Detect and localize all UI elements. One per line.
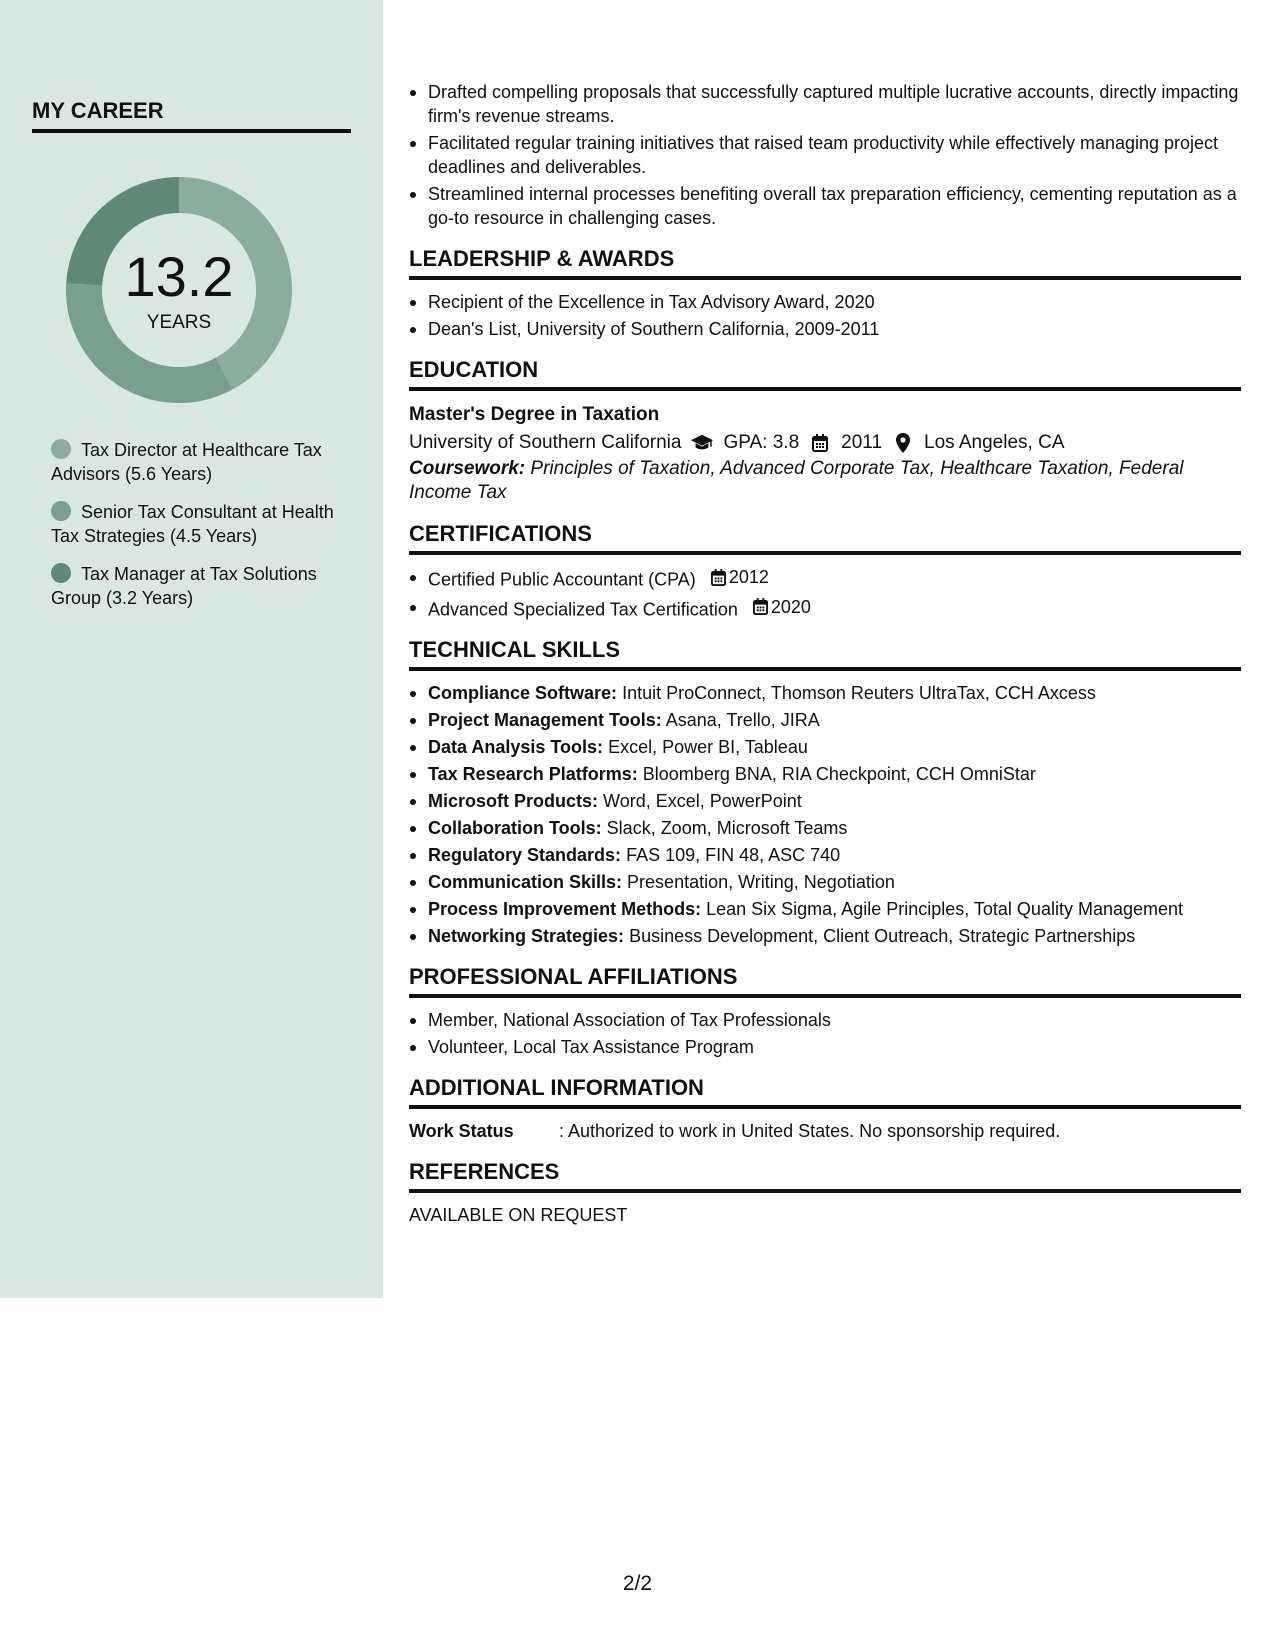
skill-label: Data Analysis Tools: [428, 737, 604, 757]
skill-item [409, 789, 1241, 813]
skill-item [409, 708, 1241, 732]
skill-item [409, 681, 1241, 705]
legend-dot [51, 563, 71, 583]
location-pin-icon [892, 432, 914, 454]
coursework-label: Coursework: [409, 458, 526, 479]
leadership-list [409, 290, 1241, 341]
legend-dot [51, 439, 71, 459]
total-years-value: 13.2 [124, 245, 234, 308]
skill-label: Networking Strategies: [428, 926, 625, 946]
main-content [409, 80, 1241, 1227]
skill-label: Microsoft Products: [428, 791, 599, 811]
experience-bullet: Drafted compelling proposals that successfully captured multiple lucrative accounts, directly impacting firm's revenue streams. [409, 80, 1241, 128]
skill-value: Intuit ProConnect, Thomson Reuters UltraTax, CCH Axcess [622, 683, 1096, 703]
skill-value: Presentation, Writing, Negotiation [627, 872, 895, 892]
career-item [51, 438, 351, 486]
leadership-title: LEADERSHIP & AWARDS [409, 247, 1241, 280]
career-item [51, 500, 351, 548]
page-number: 2/2 [622, 1572, 653, 1595]
certifications-list [409, 565, 1241, 621]
location: Los Angeles, CA [924, 432, 1065, 453]
total-years-unit: YEARS [146, 312, 212, 333]
skill-value: Lean Six Sigma, Agile Principles, Total Quality Management [706, 899, 1184, 919]
skill-label: Project Management Tools: [428, 710, 662, 730]
career-item [51, 562, 351, 610]
degree-name: Master's Degree in Taxation [409, 404, 660, 425]
work-status-value: : Authorized to work in United States. No sponsorship required. [559, 1121, 1061, 1141]
skill-label: Compliance Software: [428, 683, 618, 703]
skill-value: Business Development, Client Outreach, Strategic Partnerships [629, 926, 1136, 946]
skill-value: Excel, Power BI, Tableau [608, 737, 808, 757]
legend-dot [51, 501, 71, 521]
experience-bullet: Facilitated regular training initiatives that raised team productivity while effectively managing project deadlines and deliverables. [409, 131, 1241, 179]
certifications-title: CERTIFICATIONS [409, 522, 1241, 555]
additional-info-title: ADDITIONAL INFORMATION [409, 1076, 1241, 1109]
career-item-label: Senior Tax Consultant at Health Tax Strategies (4.5 Years) [51, 502, 334, 546]
certification-name: Certified Public Accountant (CPA) [428, 569, 696, 590]
skill-value: FAS 109, FIN 48, ASC 740 [626, 845, 841, 865]
calendar-icon [711, 569, 726, 586]
coursework [409, 457, 1241, 505]
education-meta [409, 429, 1241, 457]
career-list [51, 438, 351, 624]
education-title: EDUCATION [409, 358, 1241, 391]
references-title: REFERENCES [409, 1160, 1241, 1193]
affiliation-item: Member, National Association of Tax Professionals [409, 1008, 1241, 1032]
calendar-icon [809, 432, 831, 454]
skill-label: Collaboration Tools: [428, 818, 602, 838]
affiliations-list [409, 1008, 1241, 1059]
leadership-item: Dean's List, University of Southern California, 2009-2011 [409, 317, 1241, 341]
skill-label: Process Improvement Methods: [428, 899, 702, 919]
gpa: GPA: 3.8 [723, 432, 800, 453]
skill-item [409, 870, 1241, 894]
affiliations-title: PROFESSIONAL AFFILIATIONS [409, 965, 1241, 998]
certification-name: Advanced Specialized Tax Certification [428, 599, 738, 619]
skill-value: Word, Excel, PowerPoint [603, 791, 802, 811]
skills-list [409, 681, 1241, 948]
career-item-label: Tax Manager at Tax Solutions Group (3.2 Years) [51, 564, 317, 608]
career-item-label: Tax Director at Healthcare Tax Advisors (5.6 Years) [51, 440, 322, 484]
coursework-list: Principles of Taxation, Advanced Corporate Tax, Healthcare Taxation, Federal Income Tax [409, 458, 1184, 503]
skill-item [409, 897, 1241, 921]
certification-item [409, 565, 1241, 592]
experience-bullet: Streamlined internal processes benefiting overall tax preparation efficiency, cementing reputation as a go-to resource in challenging cases. [409, 182, 1241, 230]
certification-item [409, 595, 1241, 622]
skill-value: Asana, Trello, JIRA [665, 710, 820, 730]
skill-value: Bloomberg BNA, RIA Checkpoint, CCH OmniStar [642, 764, 1036, 784]
skill-value: Slack, Zoom, Microsoft Teams [606, 818, 848, 838]
skill-item [409, 816, 1241, 840]
graduation-cap-icon [691, 432, 713, 454]
career-heading: MY CAREER [32, 98, 351, 133]
graduation-year: 2011 [841, 432, 883, 453]
certification-year: 2020 [770, 596, 811, 617]
career-years-donut [66, 177, 292, 403]
skill-label: Communication Skills: [428, 872, 623, 892]
skill-item [409, 735, 1241, 759]
experience-bullets [409, 80, 1241, 230]
skill-item [409, 762, 1241, 786]
affiliation-item: Volunteer, Local Tax Assistance Program [409, 1035, 1241, 1059]
certification-year: 2012 [728, 567, 769, 587]
school-name: University of Southern California [409, 432, 682, 453]
skill-item [409, 843, 1241, 867]
work-status [409, 1119, 1241, 1143]
skill-label: Tax Research Platforms: [428, 764, 638, 784]
skill-item [409, 924, 1241, 948]
references-text: AVAILABLE ON REQUEST [409, 1205, 628, 1225]
sidebar [0, 0, 383, 1298]
skills-title: TECHNICAL SKILLS [409, 638, 1241, 671]
leadership-item: Recipient of the Excellence in Tax Advisory Award, 2020 [409, 290, 1241, 314]
calendar-icon [753, 598, 768, 615]
skill-label: Regulatory Standards: [428, 845, 622, 865]
work-status-label: Work Status [409, 1121, 514, 1141]
